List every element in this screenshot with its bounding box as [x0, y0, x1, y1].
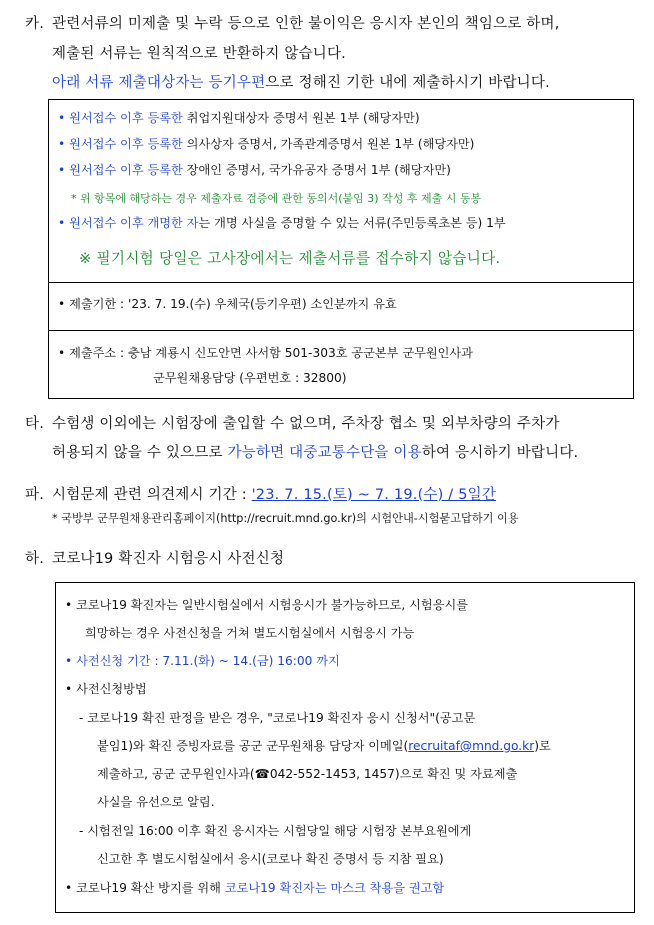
bullet-icon: • [58, 137, 66, 151]
pa-note: * 국방부 군무원채용관리홈페이지(http://recruit.mnd.go.kr)의 시험안내-시험묻고답하기 이용 [52, 512, 519, 525]
doc-item [58, 161, 451, 178]
method-step-2-line1: - 시험전일 16:00 이후 확진 응시자는 시험당일 해당 시험장 본부요원에게 [79, 824, 472, 838]
method-step-1-line2-end: )로 [534, 739, 551, 753]
ka-text-line3 [52, 71, 550, 92]
opinion-period: '23. 7. 15.(토) ~ 7. 19.(수) / 5일간 [251, 487, 497, 503]
covid-application-box [55, 582, 635, 913]
ka-highlight: 아래 서류 제출대상자는 등기우편 [52, 75, 266, 91]
recruit-email-link[interactable]: recruitaf@mnd.go.kr [408, 739, 535, 753]
ka-text-line2: 제출된 서류는 원칙적으로 반환하지 않습니다. [52, 46, 346, 62]
mask-recommendation [65, 879, 444, 896]
covid-bullet-1-line2: 희망하는 경우 사전신청을 거쳐 별도시험실에서 시험응시 가능 [85, 626, 415, 640]
doc-item [58, 214, 506, 231]
bullet-icon: • [58, 111, 66, 125]
ha-title: 코로나19 확진자 시험응시 사전신청 [52, 551, 285, 567]
doc-item-text: 는 개명 사실을 증명할 수 있는 서류(주민등록초본 등) 1부 [198, 216, 506, 230]
documents-box [48, 99, 634, 399]
doc-item-highlight: 원서접수 이후 등록한 [69, 163, 183, 177]
consent-note: * 위 항목에 해당하는 경우 제출자료 검증에 관한 동의서(붙임 3) 작성 후 제출 시 동봉 [71, 192, 482, 205]
submission-address-line2: 군무원채용담당 (우편번호 : 32800) [153, 371, 347, 385]
application-method-heading: • 사전신청방법 [65, 682, 147, 696]
doc-item-highlight: 원서접수 이후 개명한 자 [69, 216, 199, 230]
doc-item-highlight: 원서접수 이후 등록한 [69, 111, 183, 125]
section-marker: 카. [25, 16, 45, 32]
submission-address-line1: • 제출주소 : 충남 계룡시 신도안면 사서함 501-303호 공군본부 군무원인사과 [58, 346, 473, 360]
method-step-1-line2-start: 붙임1)와 확진 증빙자료를 공군 군무원채용 담당자 이메일( [97, 739, 409, 753]
pa-label-text: 시험문제 관련 의견제시 기간 : [52, 487, 247, 503]
divider [49, 330, 633, 331]
doc-item-text: 의사상자 증명서, 가족관계증명서 원본 1부 (해당자만) [186, 137, 475, 151]
submission-deadline: • 제출기한 : '23. 7. 19.(수) 우체국(등기우편) 소인분까지 유효 [58, 297, 397, 311]
ta-text-line2-end: 하여 응시하기 바랍니다. [421, 445, 579, 461]
method-step-2-line2: 신고한 후 별도시험실에서 응시(코로나 확진 증명서 등 지참 필요) [97, 852, 444, 866]
ka-text-line1: 관련서류의 미제출 및 누락 등으로 인한 불이익은 응시자 본인의 책임으로 하며, [52, 16, 560, 32]
doc-item [58, 135, 474, 152]
section-marker: 하. [25, 551, 45, 567]
ta-text-line1: 수험생 이외에는 시험장에 출입할 수 없으며, 주차장 협소 및 외부차량의 주차가 [52, 416, 560, 432]
method-step-1-line1: - 코로나19 확진 판정을 받은 경우, "코로나19 확진자 응시 신청서"(공고문 [79, 711, 476, 725]
divider [49, 282, 633, 283]
doc-item [58, 109, 420, 126]
ka-text-line3-rest: 으로 정해진 기한 내에 제출하시기 바랍니다. [265, 75, 550, 91]
pre-application-period: • 사전신청 기간 : 7.11.(화) ~ 14.(금) 16:00 까지 [65, 654, 340, 668]
mask-recommendation-highlight: 코로나19 확진자는 마스크 착용을 권고함 [224, 881, 445, 895]
pa-label [52, 483, 496, 504]
section-marker: 파. [25, 487, 45, 503]
bullet-icon: • [58, 216, 66, 230]
covid-bullet-1-line1: • 코로나19 확진자는 일반시험실에서 시험응시가 불가능하므로, 시험응시를 [65, 598, 469, 612]
ta-text-line2-start: 허용되지 않을 수 있으므로 [52, 445, 223, 461]
method-step-1-line2 [97, 737, 551, 754]
doc-item-highlight: 원서접수 이후 등록한 [69, 137, 183, 151]
ta-highlight: 가능하면 대중교통수단을 이용 [227, 445, 422, 461]
ta-text-line2 [52, 441, 578, 462]
doc-item-text: 장애인 증명서, 국가유공자 증명서 1부 (해당자만) [186, 163, 451, 177]
section-marker: 타. [25, 416, 45, 432]
bullet-icon: • [58, 163, 66, 177]
doc-item-text: 취업지원대상자 증명서 원본 1부 (해당자만) [186, 111, 420, 125]
method-step-1-line4: 사실을 유선으로 알림. [97, 795, 215, 809]
method-step-1-line3: 제출하고, 공군 군무원인사과(☎042-552-1453, 1457)으로 확진 및 자료제출 [97, 767, 518, 781]
mask-recommendation-start: • 코로나19 확산 방지를 위해 [65, 881, 221, 895]
exam-day-warning: ※ 필기시험 당일은 고사장에서는 제출서류를 접수하지 않습니다. [79, 250, 501, 267]
